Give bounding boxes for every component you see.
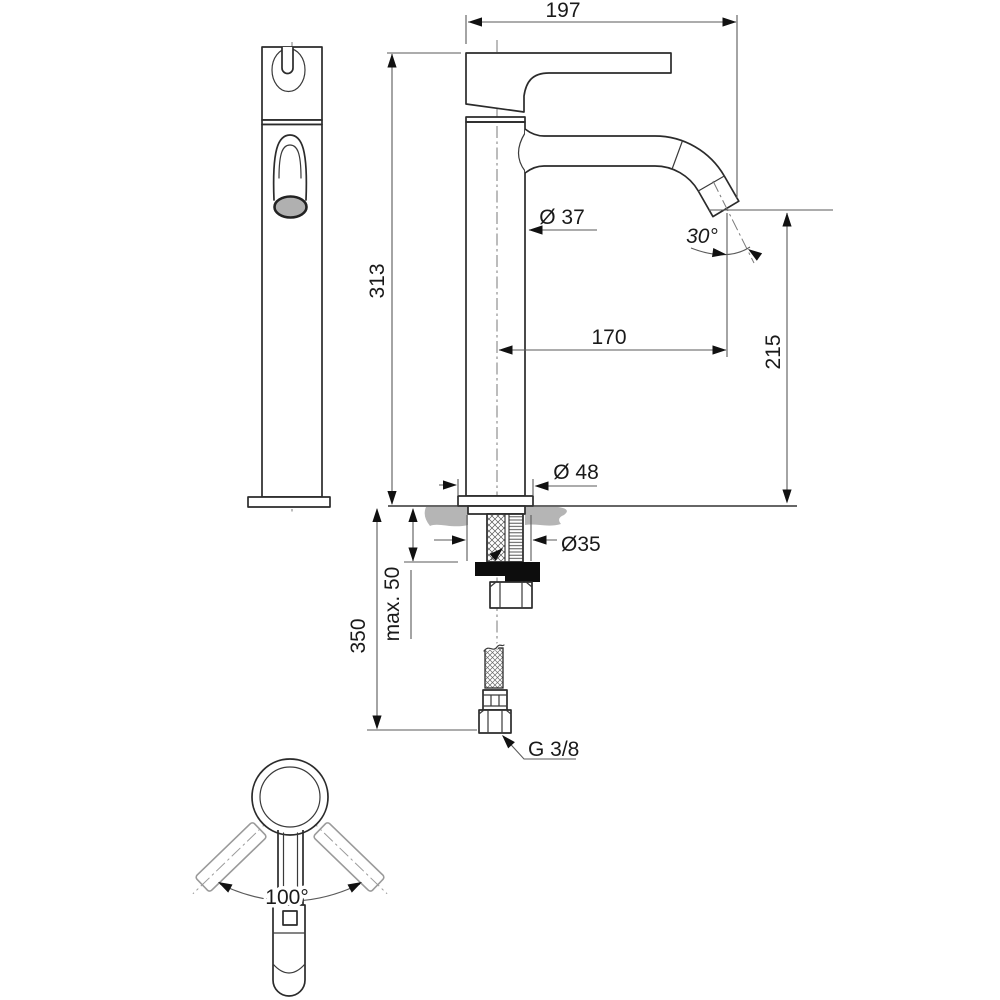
label-under-counter-length: 350 bbox=[347, 618, 370, 654]
main-body-column bbox=[466, 122, 525, 496]
front-body-column bbox=[262, 125, 322, 498]
dim-spout-reach bbox=[499, 326, 727, 355]
top-body-circle bbox=[252, 759, 328, 835]
front-base-flange bbox=[248, 497, 330, 507]
main-lever-handle bbox=[466, 53, 671, 112]
main-base-flange bbox=[458, 496, 533, 506]
front-lever-slot bbox=[282, 47, 293, 74]
main-spout-root-arc bbox=[519, 133, 526, 171]
mounting-washer-step bbox=[505, 576, 540, 582]
label-shank-diameter: Ø35 bbox=[561, 533, 601, 556]
dimensions bbox=[347, 0, 833, 730]
main-spout bbox=[525, 129, 739, 217]
front-view bbox=[248, 42, 330, 512]
dim-base-diameter bbox=[439, 461, 599, 495]
swivel-arrow-right bbox=[347, 878, 364, 893]
body-through-deck bbox=[468, 506, 525, 514]
hose-collar bbox=[483, 690, 507, 710]
label-base-diameter: Ø 48 bbox=[553, 461, 599, 484]
flexible-hose bbox=[479, 644, 511, 733]
label-swivel-angle: 100° bbox=[265, 886, 309, 909]
dim-max-deck-thickness bbox=[381, 508, 458, 641]
label-max-deck-thickness: max. 50 bbox=[381, 566, 404, 642]
label-total-reach: 197 bbox=[545, 0, 581, 22]
dim-body-height bbox=[366, 53, 461, 505]
swivel-arrow-left bbox=[216, 878, 233, 893]
shank-thread bbox=[509, 514, 523, 562]
label-spout-diameter: Ø 37 bbox=[539, 206, 585, 229]
label-spout-reach: 170 bbox=[591, 326, 627, 349]
top-view bbox=[186, 759, 395, 996]
dim-spout-diameter bbox=[529, 206, 598, 235]
section-view bbox=[388, 40, 797, 761]
top-lever-grip bbox=[273, 905, 305, 996]
label-spout-angle: 30° bbox=[686, 225, 718, 248]
hose-nut bbox=[479, 710, 511, 733]
mounting-nut bbox=[490, 582, 532, 608]
label-connection-thread: G 3/8 bbox=[528, 738, 580, 761]
mounting-washer bbox=[475, 562, 540, 576]
front-spout-outlet-opening bbox=[275, 197, 307, 218]
label-body-height: 313 bbox=[366, 263, 389, 299]
counter-section-left bbox=[425, 507, 468, 526]
label-outlet-height: 215 bbox=[762, 334, 785, 370]
hose-braid bbox=[485, 648, 503, 688]
